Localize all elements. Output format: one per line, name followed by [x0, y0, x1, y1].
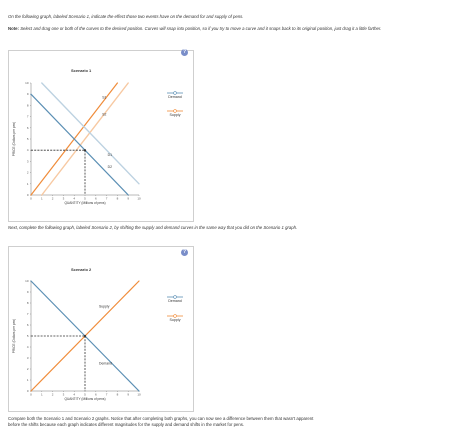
y-tick-label: 3 [26, 159, 29, 164]
x-tick-label: 5 [84, 196, 86, 201]
x-tick-label: 9 [127, 392, 130, 397]
x-tick-label: 4 [73, 196, 76, 201]
x-tick-label: 4 [73, 392, 76, 397]
question-text: On the following graph, labeled Scenario 1, indicate the effect those two events have on the demand for and supply of pens. [8, 14, 244, 19]
y-tick-label: 9 [26, 290, 29, 294]
y-tick-label: 5 [26, 137, 29, 141]
demand-curve-label: Demand [99, 361, 112, 366]
series-line-d2 [31, 94, 128, 195]
supply-curve-label: Supply [99, 304, 110, 309]
y-tick-label: 0 [26, 389, 29, 393]
help-icon[interactable]: ? [182, 249, 187, 255]
y-tick-label: 8 [26, 103, 29, 108]
s1-curve-label: S1 [102, 95, 107, 100]
y-axis-label: PRICE (Dollars per pen) [12, 121, 16, 157]
x-tick-label: 6 [94, 392, 97, 397]
conclusion-text: Compare both the Scenario 1 and Scenario 2 graphs. Notice that after completing both graphs, you can now see a difference between them that wasn't apparent before the shifts because each graph indicates different magnitudes for the supply and demand shifts in the market for pens. [8, 416, 314, 427]
equilibrium-point [84, 335, 86, 337]
x-tick-label: 8 [116, 392, 119, 397]
x-tick-label: 1 [40, 196, 43, 201]
y-axis-label: PRICE (Dollars per pen) [12, 318, 16, 354]
scenario2-panel [8, 246, 194, 412]
y-tick-label: 6 [26, 323, 29, 327]
x-tick-label: 10 [137, 196, 141, 201]
y-tick-label: 1 [26, 181, 29, 186]
y-tick-label: 5 [26, 334, 29, 338]
x-tick-label: 3 [62, 392, 65, 397]
x-tick-label: 8 [116, 196, 119, 201]
x-tick-label: 7 [105, 196, 108, 201]
note-text [8, 26, 448, 32]
series-line-d1 [42, 83, 139, 184]
d1-curve-label: D1 [107, 152, 113, 157]
scenario1-panel [8, 50, 194, 222]
d2-curve-label: D2 [107, 165, 113, 170]
series-line-s1 [42, 83, 128, 195]
y-tick-label: 6 [26, 125, 29, 130]
x-tick-label: 3 [62, 196, 65, 201]
equilibrium-point [84, 149, 86, 151]
y-tick-label: 7 [26, 312, 29, 316]
x-axis-label: QUANTITY (Millions of pens) [64, 397, 106, 401]
supply-legend-label: Supply [169, 318, 181, 322]
scenario2-title: Scenario 2 [71, 267, 92, 272]
x-tick-label: 7 [105, 392, 108, 397]
note-body: Select and drag one or both of the curves to the desired position. Curves will snap into position, so if you try to move a curve and it snaps back to its original position, just drag it a little farther. [20, 26, 382, 31]
x-tick-label: 9 [127, 196, 130, 201]
y-tick-label: 4 [26, 345, 29, 349]
y-tick-label: 7 [26, 114, 29, 119]
y-tick-label: 2 [26, 170, 29, 175]
y-tick-label: 4 [26, 148, 29, 153]
scenario1-legend-demand[interactable] [162, 91, 188, 100]
y-tick-label: 2 [26, 367, 29, 371]
x-tick-label: 5 [84, 392, 86, 397]
y-tick-label: 8 [26, 301, 29, 305]
x-tick-label: 0 [30, 392, 32, 397]
x-tick-label: 10 [137, 392, 141, 397]
x-tick-label: 2 [51, 392, 54, 397]
instruction2-text: Next, complete the following graph, labeled Scenario 2, by shifting the supply and demand curves in the same way that you did on the Scenario 1 graph. [8, 225, 298, 230]
scenario2-legend-demand[interactable] [162, 295, 188, 304]
y-tick-label: 10 [25, 81, 29, 85]
x-tick-label: 2 [51, 196, 54, 201]
help-icon[interactable]: ? [182, 49, 187, 55]
demand-legend-label: Demand [168, 299, 182, 303]
scenario2-chart[interactable] [9, 273, 157, 411]
scenario1-chart[interactable] [9, 75, 157, 221]
x-tick-label: 1 [40, 392, 43, 397]
scenario1-legend-supply[interactable] [162, 109, 188, 118]
scenario1-title: Scenario 1 [71, 68, 92, 73]
s2-curve-label: S2 [102, 112, 107, 117]
y-tick-label: 1 [26, 378, 29, 382]
x-tick-label: 6 [94, 196, 97, 201]
x-axis-label: QUANTITY (Millions of pens) [64, 201, 106, 205]
x-tick-label: 0 [30, 196, 32, 201]
note-label: Note: [8, 26, 19, 31]
y-tick-label: 10 [25, 279, 29, 283]
supply-legend-label: Supply [169, 113, 181, 117]
scenario2-legend-supply[interactable] [162, 314, 188, 323]
y-tick-label: 0 [26, 193, 29, 197]
y-tick-label: 9 [26, 92, 29, 97]
y-tick-label: 3 [26, 356, 29, 360]
demand-legend-label: Demand [168, 95, 182, 99]
